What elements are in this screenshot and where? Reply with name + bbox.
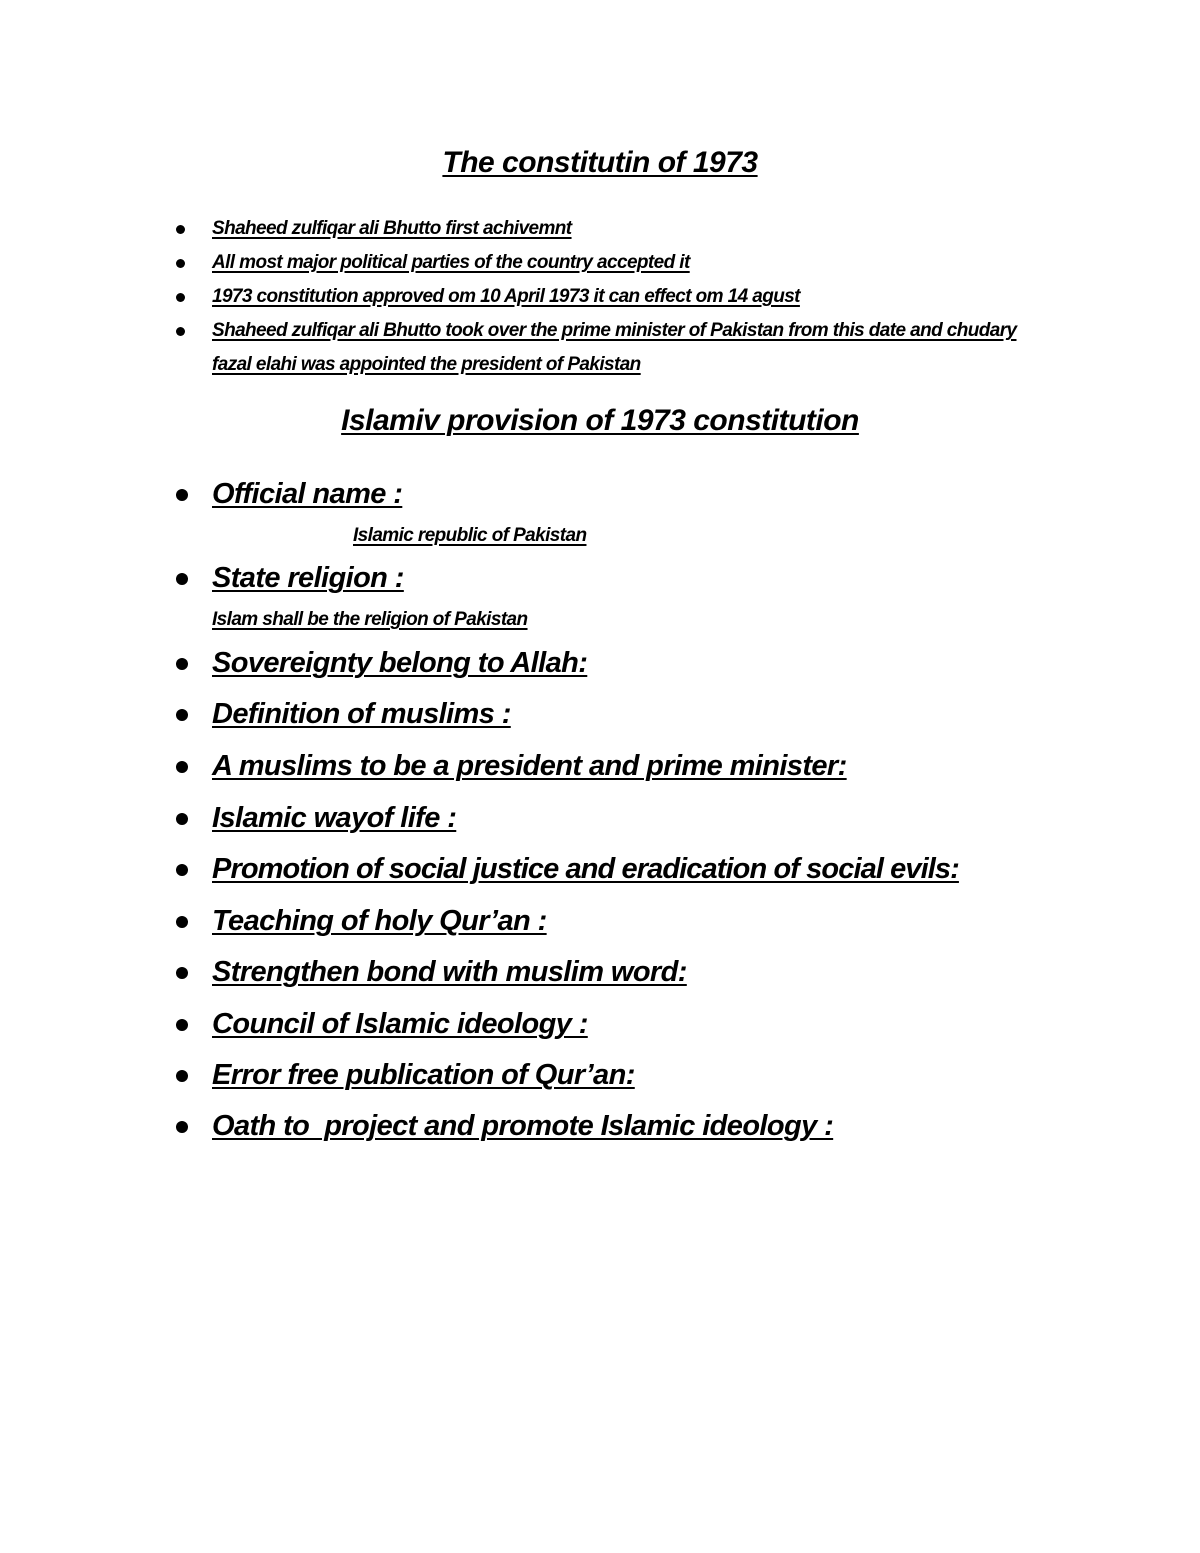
bullet-icon	[176, 1070, 188, 1082]
bullet-icon	[176, 293, 185, 302]
bullet-icon	[176, 864, 188, 876]
provision-label: Council of Islamic ideology :	[212, 1008, 588, 1040]
list-item-text: Shaheed zulfiqar ali Bhutto first achivemnt	[212, 218, 572, 239]
provision-detail: Islam shall be the religion of Pakistan	[212, 609, 528, 630]
bullet-icon	[176, 225, 185, 234]
list-item-text: All most major political parties of the country accepted it	[212, 252, 690, 273]
bullet-icon	[176, 1121, 188, 1133]
list-item-text: Shaheed zulfiqar ali Bhutto took over the prime minister of Pakistan from this date and chudary fazal elahi was appointed the president of Pakistan	[212, 320, 1017, 375]
provision-label: Islamic wayof life :	[212, 802, 457, 834]
bullet-icon	[176, 967, 188, 979]
bullet-icon	[176, 259, 185, 268]
list-item	[174, 280, 1042, 314]
list-item-text: 1973 constitution approved om 10 April 1973 it can effect om 14 agust	[212, 286, 800, 307]
provision-label: Teaching of holy Qur’an :	[212, 905, 547, 937]
list-item	[174, 212, 1042, 246]
bullet-icon	[176, 709, 188, 721]
bullet-icon	[176, 573, 188, 585]
provision-label: Oath to project and promote Islamic ideology :	[212, 1110, 834, 1142]
bullet-icon	[176, 1019, 188, 1031]
provision-label: Error free publication of Qur’an:	[212, 1059, 635, 1091]
provision-label: State religion :	[212, 562, 404, 594]
intro-bullet-list	[174, 212, 1042, 382]
provision-detail: Islamic republic of Pakistan	[353, 525, 587, 546]
list-item	[174, 314, 1042, 382]
provision-label: Strengthen bond with muslim word:	[212, 956, 687, 988]
bullet-icon	[176, 813, 188, 825]
bullet-icon	[176, 489, 188, 501]
heading-constitution-1973: The constitutin of 1973	[442, 146, 758, 179]
provision-label: Official name :	[212, 478, 403, 510]
provision-label: Promotion of social justice and eradication of social evils:	[212, 853, 959, 885]
bullet-icon	[176, 761, 188, 773]
bullet-icon	[176, 658, 188, 670]
list-item	[174, 246, 1042, 280]
heading-islamic-provisions: Islamiv provision of 1973 constitution	[341, 404, 859, 437]
provision-label: Definition of muslims :	[212, 698, 511, 730]
provision-label: Sovereignty belong to Allah:	[212, 647, 588, 679]
bullet-icon	[176, 327, 185, 336]
provision-label: A muslims to be a president and prime minister:	[212, 750, 847, 782]
bullet-icon	[176, 916, 188, 928]
